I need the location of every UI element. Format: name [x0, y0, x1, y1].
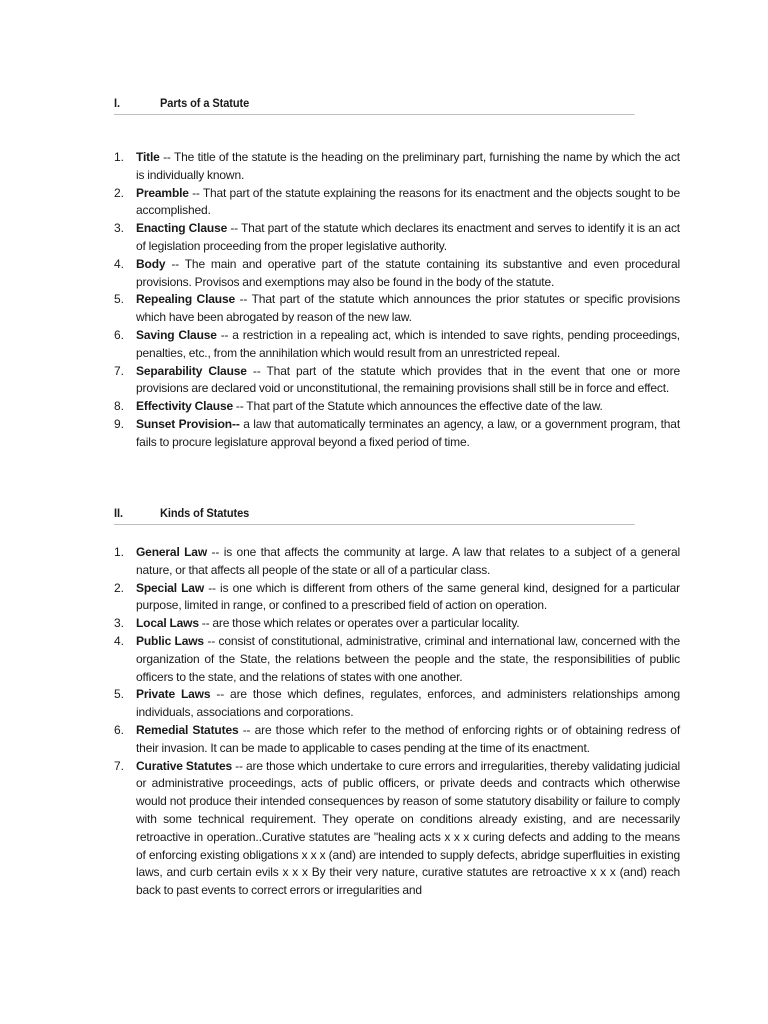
- list-item: [114, 256, 680, 292]
- item-body: [136, 416, 680, 452]
- item-term: Private Laws: [136, 687, 211, 702]
- item-number: 8.: [114, 399, 125, 414]
- list-item: [114, 580, 680, 616]
- item-separator: --: [227, 221, 241, 236]
- list-item: [114, 758, 680, 900]
- item-term: Remedial Statutes: [136, 722, 239, 737]
- item-text: a restriction in a repealing act, which is intended to save rights, pending proceedings, penalties, etc., from the annihilation which would result from an unrestricted repeal.: [136, 327, 680, 360]
- section-heading-parts-of-a-statute: [114, 96, 635, 115]
- item-separator: --: [204, 580, 221, 595]
- item-term: Saving Clause: [136, 327, 217, 342]
- item-term: Special Law: [136, 580, 205, 595]
- item-body: [136, 291, 680, 327]
- item-body: [136, 327, 680, 363]
- list-item: [114, 544, 680, 580]
- section-number: I.: [114, 96, 120, 110]
- item-term: Effectivity Clause: [136, 399, 234, 414]
- item-separator: --: [165, 256, 185, 271]
- item-body: [136, 722, 680, 758]
- item-body: [136, 220, 680, 256]
- item-body: [136, 185, 680, 221]
- item-body: [136, 633, 680, 686]
- list-item: [114, 363, 680, 399]
- list-item: [114, 398, 680, 416]
- item-number: 5.: [114, 292, 125, 307]
- item-body: [136, 686, 680, 722]
- list-item: [114, 686, 680, 722]
- item-text: That part of the statute which provides that in the event that one or more provisions are declared void or unconstitutional, the remaining provisions shall still be in force and effect.: [136, 363, 680, 396]
- item-term: Separability Clause: [136, 363, 247, 378]
- item-number: 2.: [114, 580, 125, 595]
- item-term: Local Laws: [136, 616, 199, 631]
- item-term: Title: [136, 150, 160, 164]
- list-item: [114, 416, 680, 452]
- item-number: 3.: [114, 616, 125, 631]
- section-number: II.: [114, 506, 123, 520]
- list-item: [114, 327, 680, 363]
- parts-of-statute-list: [114, 149, 680, 452]
- item-number: 7.: [114, 758, 125, 773]
- item-separator: --: [235, 292, 252, 307]
- item-number: 6.: [114, 722, 125, 737]
- item-number: 6.: [114, 327, 125, 342]
- item-number: 2.: [114, 185, 125, 200]
- list-item: [114, 220, 680, 256]
- item-separator: --: [207, 545, 224, 559]
- item-body: [136, 363, 680, 399]
- item-separator: --: [188, 185, 203, 200]
- list-item: [114, 291, 680, 327]
- item-body: [136, 615, 680, 633]
- list-item: [114, 615, 680, 633]
- item-number: 9.: [114, 416, 125, 431]
- item-text: That part of the statute which declares its enactment and serves to identify it is an act of legislation proceeding from the proper legislative authority.: [136, 221, 680, 253]
- item-text: is one that affects the community at large. A law that relates to a subject of a general nature, or that affects all people of the state or all of a particular class.: [136, 545, 680, 577]
- item-text: That part of the statute which announces the prior statutes or specific provisions which have been abrogated by reason of the new law.: [136, 292, 680, 325]
- list-item: [114, 185, 680, 221]
- item-number: 7.: [114, 363, 125, 378]
- item-separator: --: [210, 687, 231, 702]
- list-item: [114, 633, 680, 686]
- item-text: a law that automatically terminates an agency, a law, or a government program, that fails to procure legislature approval beyond a fixed period of time.: [136, 416, 681, 449]
- item-number: 1.: [114, 545, 125, 559]
- item-text: That part of the statute explaining the reasons for its enactment and the objects sought to be accomplished.: [136, 185, 680, 218]
- item-separator: --: [198, 616, 213, 631]
- item-text: The title of the statute is the heading on the preliminary part, furnishing the name by which the act is individually known.: [136, 150, 680, 182]
- item-text: are those which defines, regulates, enforces, and administers relationships among individuals, associations and corporations.: [136, 687, 680, 720]
- item-term: Preamble: [136, 185, 189, 200]
- section-title: Parts of a Statute: [160, 96, 250, 110]
- item-separator: --: [238, 722, 255, 737]
- section-heading-kinds-of-statutes: [114, 506, 635, 525]
- item-number: 1.: [114, 150, 125, 164]
- item-term: Sunset Provision--: [136, 416, 240, 431]
- item-text: is one which is different from others of the same general kind, designed for a particular purpose, limited in range, or confined to a prescribed field of action on operation.: [136, 580, 681, 613]
- item-term: General Law: [136, 545, 208, 559]
- item-body: [136, 580, 680, 616]
- item-separator: --: [159, 150, 174, 164]
- item-text: The main and operative part of the statute containing its substantive and even procedural provisions. Provisos and exemptions may also be found in the body of the statute.: [136, 256, 680, 289]
- item-term: Public Laws: [136, 633, 204, 648]
- item-separator: --: [216, 327, 233, 342]
- list-item: [114, 149, 680, 185]
- item-text: are those which relates or operates over a particular locality.: [212, 616, 520, 631]
- item-text: are those which refer to the method of enforcing rights or of obtaining redress of their invasion. It can be made to applicable to cases pending at the time of its enactment.: [136, 722, 680, 755]
- item-term: Repealing Clause: [136, 292, 236, 307]
- item-separator: --: [246, 363, 267, 378]
- item-term: Body: [136, 256, 166, 271]
- item-body: [136, 544, 680, 580]
- item-number: 4.: [114, 633, 125, 648]
- kinds-of-statutes-list: [114, 544, 680, 900]
- item-number: 3.: [114, 221, 125, 236]
- item-separator: --: [203, 633, 219, 648]
- item-separator: --: [232, 758, 246, 773]
- item-text: are those which undertake to cure errors and irregularities, thereby validating judicial or administrative proceedings, acts of public officers, or private deeds and contracts which otherwise would not produce their intended consequences by reason of some statutory disability or failure to comply with some technical requirement. They operate on conditions already existing, and are necessarily retroactive in operation..Curative statutes are "healing acts x x x curing defects and adding to the means of enforcing existing obligations x x x (and) are intended to supply defects, abridge superfluities in existing laws, and curb certain evils x x x By their very nature, curative statutes are retroactive x x x (and) reach back to past events to correct errors or irregularities and: [136, 758, 680, 898]
- item-body: [136, 398, 680, 416]
- item-term: Enacting Clause: [136, 221, 228, 236]
- item-number: 4.: [114, 256, 125, 271]
- section-title: Kinds of Statutes: [160, 506, 250, 520]
- item-body: [136, 256, 680, 292]
- item-number: 5.: [114, 687, 125, 702]
- item-body: [136, 758, 680, 900]
- list-item: [114, 722, 680, 758]
- item-separator: --: [233, 399, 247, 414]
- item-body: [136, 149, 680, 185]
- item-term: Curative Statutes: [136, 758, 233, 773]
- item-text: That part of the Statute which announces the effective date of the law.: [246, 399, 603, 414]
- item-text: consist of constitutional, administrative, criminal and international law, concerned with the organization of the State, the relations between the people and the state, the responsibilities of public officers to the state, and the relations of states with one another.: [136, 633, 680, 684]
